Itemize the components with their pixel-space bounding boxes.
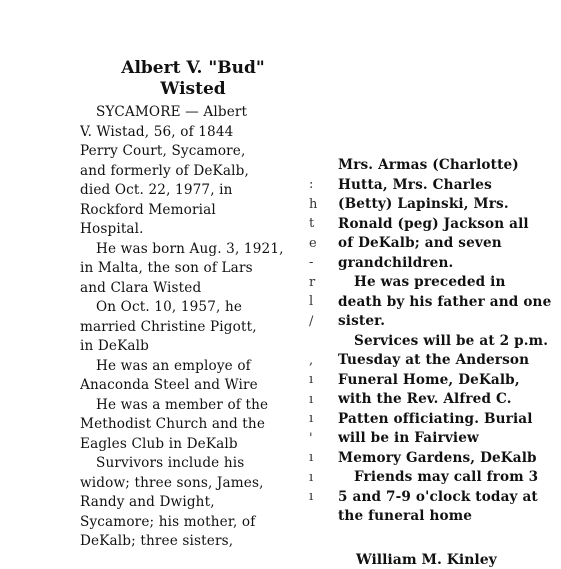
text-line: Hospital. xyxy=(80,221,144,237)
text-line: Anaconda Steel and Wire xyxy=(80,377,258,393)
text-line: in Malta, the son of Lars xyxy=(80,260,253,276)
text-line: with the Rev. Alfred C. xyxy=(338,391,512,407)
gutter-fragment: ı xyxy=(309,391,314,407)
text-line: (Betty) Lapinski, Mrs. xyxy=(338,196,509,212)
text-line: V. Wistad, 56, of 1844 xyxy=(80,123,234,140)
text-line: death by his father and one xyxy=(338,293,552,310)
text-line: Rockford Memorial xyxy=(80,201,216,218)
text-line: died Oct. 22, 1977, in xyxy=(80,182,233,198)
text-line: He was born Aug. 3, 1921, xyxy=(96,240,284,257)
obituary-right-column xyxy=(338,156,558,527)
gutter-fragment: : xyxy=(309,177,314,192)
text-line: Mrs. Armas (Charlotte) xyxy=(338,157,519,173)
gutter-fragment: - xyxy=(309,255,314,270)
text-line: Tuesday at the Anderson xyxy=(338,352,530,368)
text-line: of DeKalb; and seven xyxy=(338,235,502,251)
gutter-fragment: l xyxy=(309,294,314,309)
text-line: SYCAMORE — Albert xyxy=(96,104,248,120)
text-line: Hutta, Mrs. Charles xyxy=(338,176,492,193)
gutter-fragment: ı xyxy=(309,489,314,504)
gutter-fragment: ' xyxy=(309,430,313,446)
text-line: 5 and 7-9 o'clock today at xyxy=(338,488,538,505)
text-line: in DeKalb xyxy=(80,338,150,354)
gutter-fragment: e xyxy=(309,235,317,251)
obituary-headline-name: Wisted xyxy=(160,79,226,99)
text-line: Eagles Club in DeKalb xyxy=(80,435,238,452)
text-line: sister. xyxy=(338,313,386,329)
gutter-fragment: h xyxy=(309,196,318,212)
obituary-headline: Albert V. "Bud" xyxy=(121,58,265,78)
text-line: He was preceded in xyxy=(354,274,506,290)
text-line: and Clara Wisted xyxy=(80,279,202,296)
text-line: Services will be at 2 p.m. xyxy=(354,332,549,349)
gutter-fragment: ı xyxy=(309,372,314,387)
text-line: will be in Fairview xyxy=(338,430,479,446)
text-line: and formerly of DeKalb, xyxy=(80,162,249,179)
text-line: Ronald (peg) Jackson all xyxy=(338,215,529,232)
text-line: Survivors include his xyxy=(96,455,245,471)
text-line: Sycamore; his mother, of xyxy=(80,513,256,530)
text-line: widow; three sons, James, xyxy=(80,474,264,491)
obituary-clipping-right xyxy=(326,118,561,565)
text-line: Perry Court, Sycamore, xyxy=(80,143,246,159)
text-line: Methodist Church and the xyxy=(80,416,266,432)
text-line: Friends may call from 3 xyxy=(354,469,539,485)
text-line: He was a member of the xyxy=(96,396,269,413)
obituary-clipping-left xyxy=(70,52,308,565)
gutter-fragment: ı xyxy=(309,450,314,465)
gutter-fragment: , xyxy=(309,352,314,368)
text-line: Patten officiating. Burial xyxy=(338,410,533,427)
text-line: Funeral Home, DeKalb, xyxy=(338,371,520,388)
text-line: married Christine Pigott, xyxy=(80,318,257,335)
text-line: Memory Gardens, DeKalb xyxy=(338,449,537,466)
gutter-fragment: t xyxy=(309,216,315,231)
gutter-text-fragments xyxy=(309,175,319,507)
text-line: grandchildren. xyxy=(338,254,454,271)
text-line: the funeral home xyxy=(338,508,473,524)
gutter-fragment: / xyxy=(309,313,314,329)
gutter-fragment: ı xyxy=(309,469,314,485)
text-line: DeKalb; three sisters, xyxy=(80,533,234,549)
obituary-left-column xyxy=(80,103,305,552)
gutter-fragment: ı xyxy=(309,411,314,426)
text-line: On Oct. 10, 1957, he xyxy=(96,299,243,315)
text-line: Randy and Dwight, xyxy=(80,494,215,510)
gutter-fragment xyxy=(309,331,319,351)
next-obituary-heading: William M. Kinley xyxy=(356,552,497,568)
text-line: He was an employe of xyxy=(96,357,251,374)
gutter-fragment: r xyxy=(309,274,316,290)
